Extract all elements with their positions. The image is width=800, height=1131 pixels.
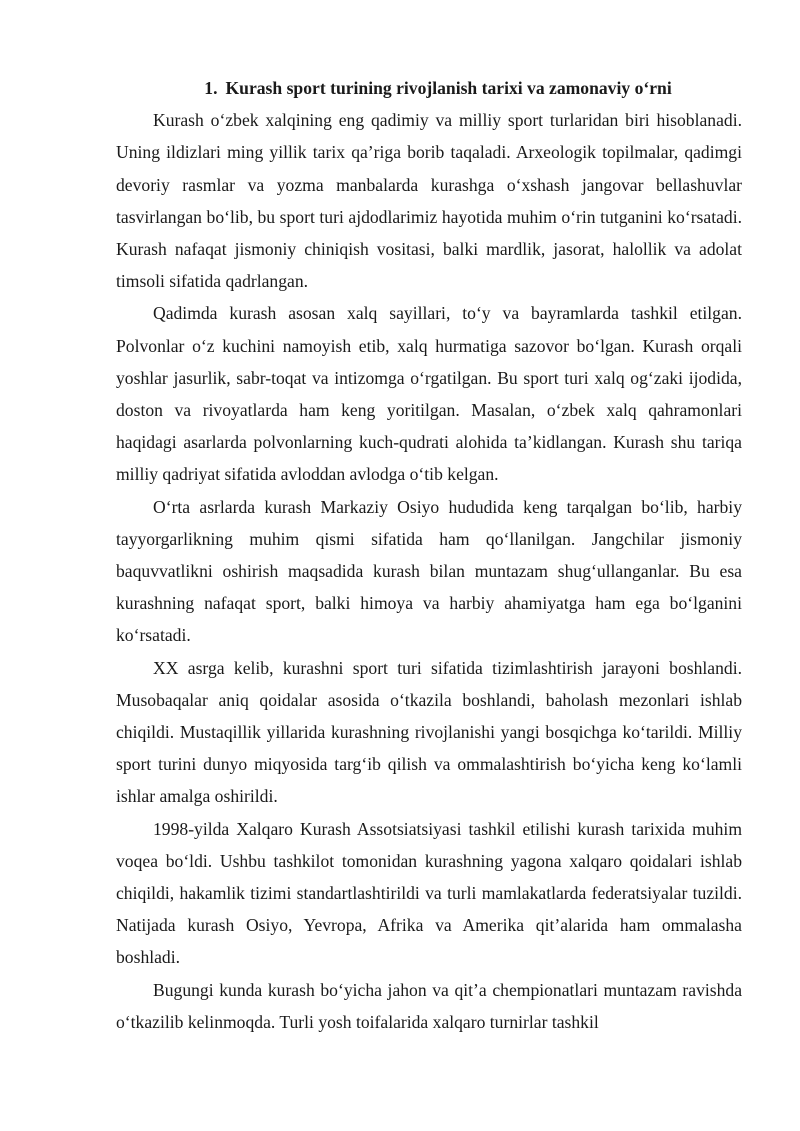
document-body — [116, 72, 742, 1038]
paragraph-1: Kurash o‘zbek xalqining eng qadimiy va milliy sport turlaridan biri hisoblanadi. Uning ildizlari ming yillik tarix qa’riga borib taqaladi. Arxeologik topilmalar, qadimgi devoriy rasmlar va yozma manbalarda kurashga o‘xshash jangovar bellashuvlar tasvirlangan bo‘lib, bu sport turi ajdodlarimiz hayotida muhim o‘rin tutganini ko‘rsatadi. Kurash nafaqat jismoniy chiniqish vositasi, balki mardlik, jasorat, halollik va adolat timsoli sifatida qadrlangan. — [116, 110, 742, 292]
section-heading — [116, 72, 742, 104]
paragraph-3: O‘rta asrlarda kurash Markaziy Osiyo hududida keng tarqalgan bo‘lib, harbiy tayyorgarlikning muhim qismi sifatida ham qo‘llanilgan. Jangchilar jismoniy baquvvatlikni oshirish maqsadida kurash bilan muntazam shug‘ullanganlar. Bu esa kurashning nafaqat sport, balki himoya va harbiy ahamiyatga ham ega bo‘lganini ko‘rsatadi. — [116, 496, 742, 646]
paragraph-2: Qadimda kurash asosan xalq sayillari, to‘y va bayramlarda tashkil etilgan. Polvonlar o‘z kuchini namoyish etib, xalq hurmatiga sazovor bo‘lgan. Kurash orqali yoshlar jasurlik, sabr-toqat va intizomga o‘rgatilgan. Bu sport turi xalq og‘zaki ijodida, doston va rivoyatlarda ham keng yoritilgan. Masalan, o‘zbek xalq qahramonlari haqidagi asarlarda polvonlarning kuch-qudrati alohida ta’kidlangan. Kurash shu tariqa milliy qadriyat sifatida avloddan avlodga o‘tib kelgan. — [116, 303, 742, 485]
section-title: Kurash sport turining rivojlanish tarixi va zamonaviy o‘rni — [225, 78, 672, 98]
paragraph-5: 1998-yilda Xalqaro Kurash Assotsiatsiyasi tashkil etilishi kurash tarixida muhim voqea bo‘ldi. Ushbu tashkilot tomonidan kurashning yagona xalqaro qoidalari ishlab chiqildi, hakamlik tizimi standartlashtirildi va turli mamlakatlarda federatsiyalar tuzildi. Natijada kurash Osiyo, Yevropa, Afrika va Amerika qit’alarida ham ommalasha boshladi. — [116, 818, 742, 968]
paragraph-6: Bugungi kunda kurash bo‘yicha jahon va qit’a chempionatlari muntazam ravishda o‘tkazilib kelinmoqda. Turli yosh toifalarida xalqaro turnirlar tashkil — [116, 979, 742, 1032]
paragraph-4: XX asrga kelib, kurashni sport turi sifatida tizimlashtirish jarayoni boshlandi. Musobaqalar aniq qoidalar asosida o‘tkazila boshlandi, baholash mezonlari ishlab chiqildi. Mustaqillik yillarida kurashning rivojlanishi yangi bosqichga ko‘tarildi. Milliy sport turini dunyo miqyosida targ‘ib qilish va ommalashtirish bo‘yicha keng ko‘lamli ishlar amalga oshirildi. — [116, 657, 742, 807]
section-number: 1. — [204, 78, 218, 98]
